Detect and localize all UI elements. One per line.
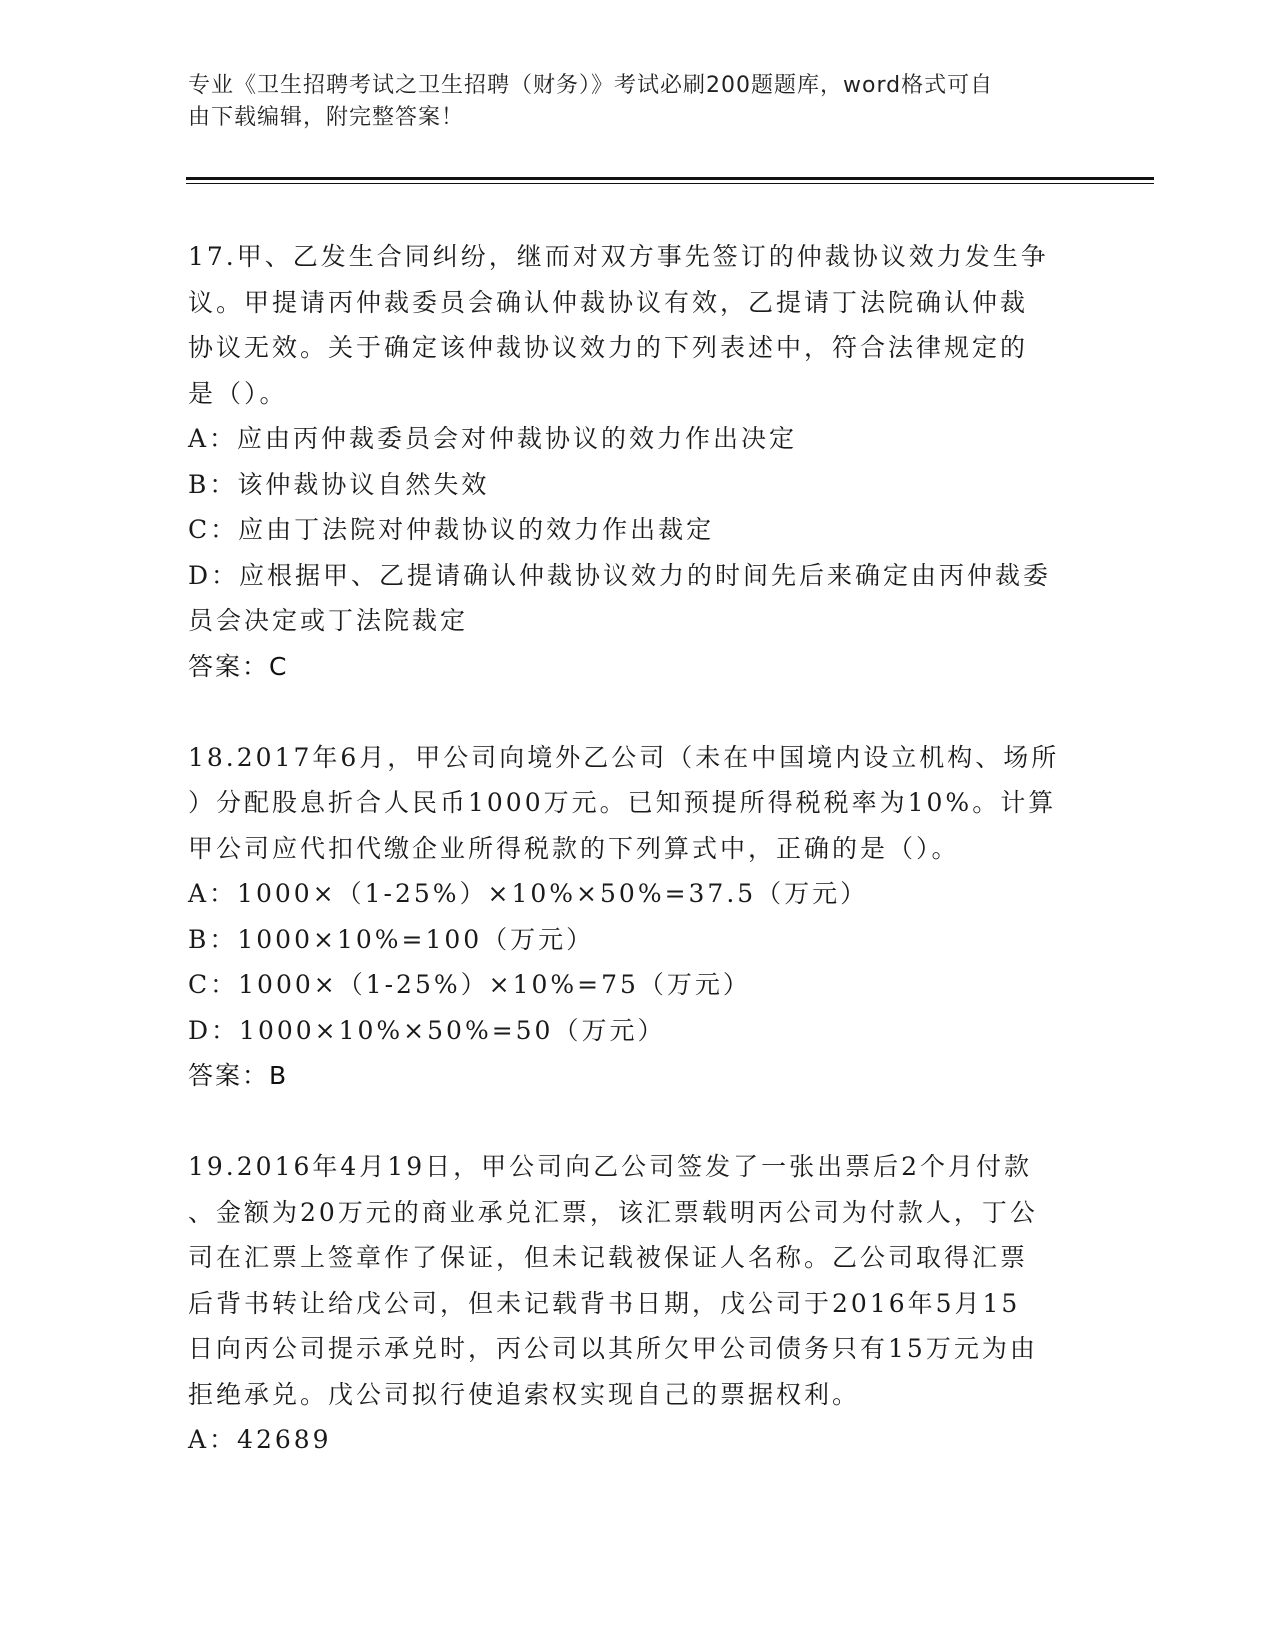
option-a: A：1000×（1-25%）×10%×50%=37.5（万元） xyxy=(188,879,869,908)
document-header xyxy=(188,70,1068,134)
header-line-1: 专业《卫生招聘考试之卫生招聘（财务）》考试必刷200题题库，word格式可自 xyxy=(188,73,994,98)
question-list xyxy=(188,234,1088,1509)
answer-line: 答案：C xyxy=(188,651,289,681)
header-divider-thin xyxy=(186,183,1154,184)
option-d: D：应根据甲、乙提请确认仲裁协议效力的时间先后来确定由丙仲裁委 员会决定或丁法院裁定 xyxy=(188,560,1052,635)
option-c: C：应由丁法院对仲裁协议的效力作出裁定 xyxy=(188,515,715,544)
question-17 xyxy=(188,234,1088,689)
option-b: B：1000×10%=100（万元） xyxy=(188,924,595,954)
option-b: B：该仲裁协议自然失效 xyxy=(188,469,490,499)
header-divider-thick xyxy=(186,177,1154,180)
option-a: A：42689 xyxy=(188,1425,332,1454)
option-a: A：应由丙仲裁委员会对仲裁协议的效力作出决定 xyxy=(188,424,798,453)
option-d: D：1000×10%×50%=50（万元） xyxy=(188,1015,666,1045)
question-19 xyxy=(188,1144,1088,1463)
question-text: 17.甲、乙发生合同纠纷，继而对双方事先签订的仲裁协议效力发生争 议。甲提请丙仲裁委员会确认仲裁协议有效，乙提请丁法院确认仲裁 协议无效。关于确定该仲裁协议效力的下列表述中，符合法律规定的 是（）。 xyxy=(188,242,1049,408)
question-18 xyxy=(188,735,1088,1099)
question-text: 18.2017年6月，甲公司向境外乙公司（未在中国境内设立机构、场所 ）分配股息折合人民币1000万元。已知预提所得税税率为10%。计算 甲公司应代扣代缴企业所得税款的下列算式中，正确的是（）。 xyxy=(188,742,1060,863)
option-c: C：1000×（1-25%）×10%=75（万元） xyxy=(188,970,751,999)
header-line-2: 由下载编辑，附完整答案！ xyxy=(188,105,465,130)
question-text: 19.2016年4月19日，甲公司向乙公司签发了一张出票后2个月付款 、金额为20万元的商业承兑汇票，该汇票载明丙公司为付款人，丁公 司在汇票上签章作了保证，但未记载被保证人名称。乙公司取得汇票 后背书转让给戊公司，但未记载背书日期，戊公司于2016年5月15 日向丙公司提示承兑时，丙公司以其所欠甲公司债务只有15万元为由 拒绝承兑。戊公司拟行使追索权实现自己的票据权利。 xyxy=(188,1152,1038,1409)
answer-line: 答案：B xyxy=(188,1061,289,1090)
